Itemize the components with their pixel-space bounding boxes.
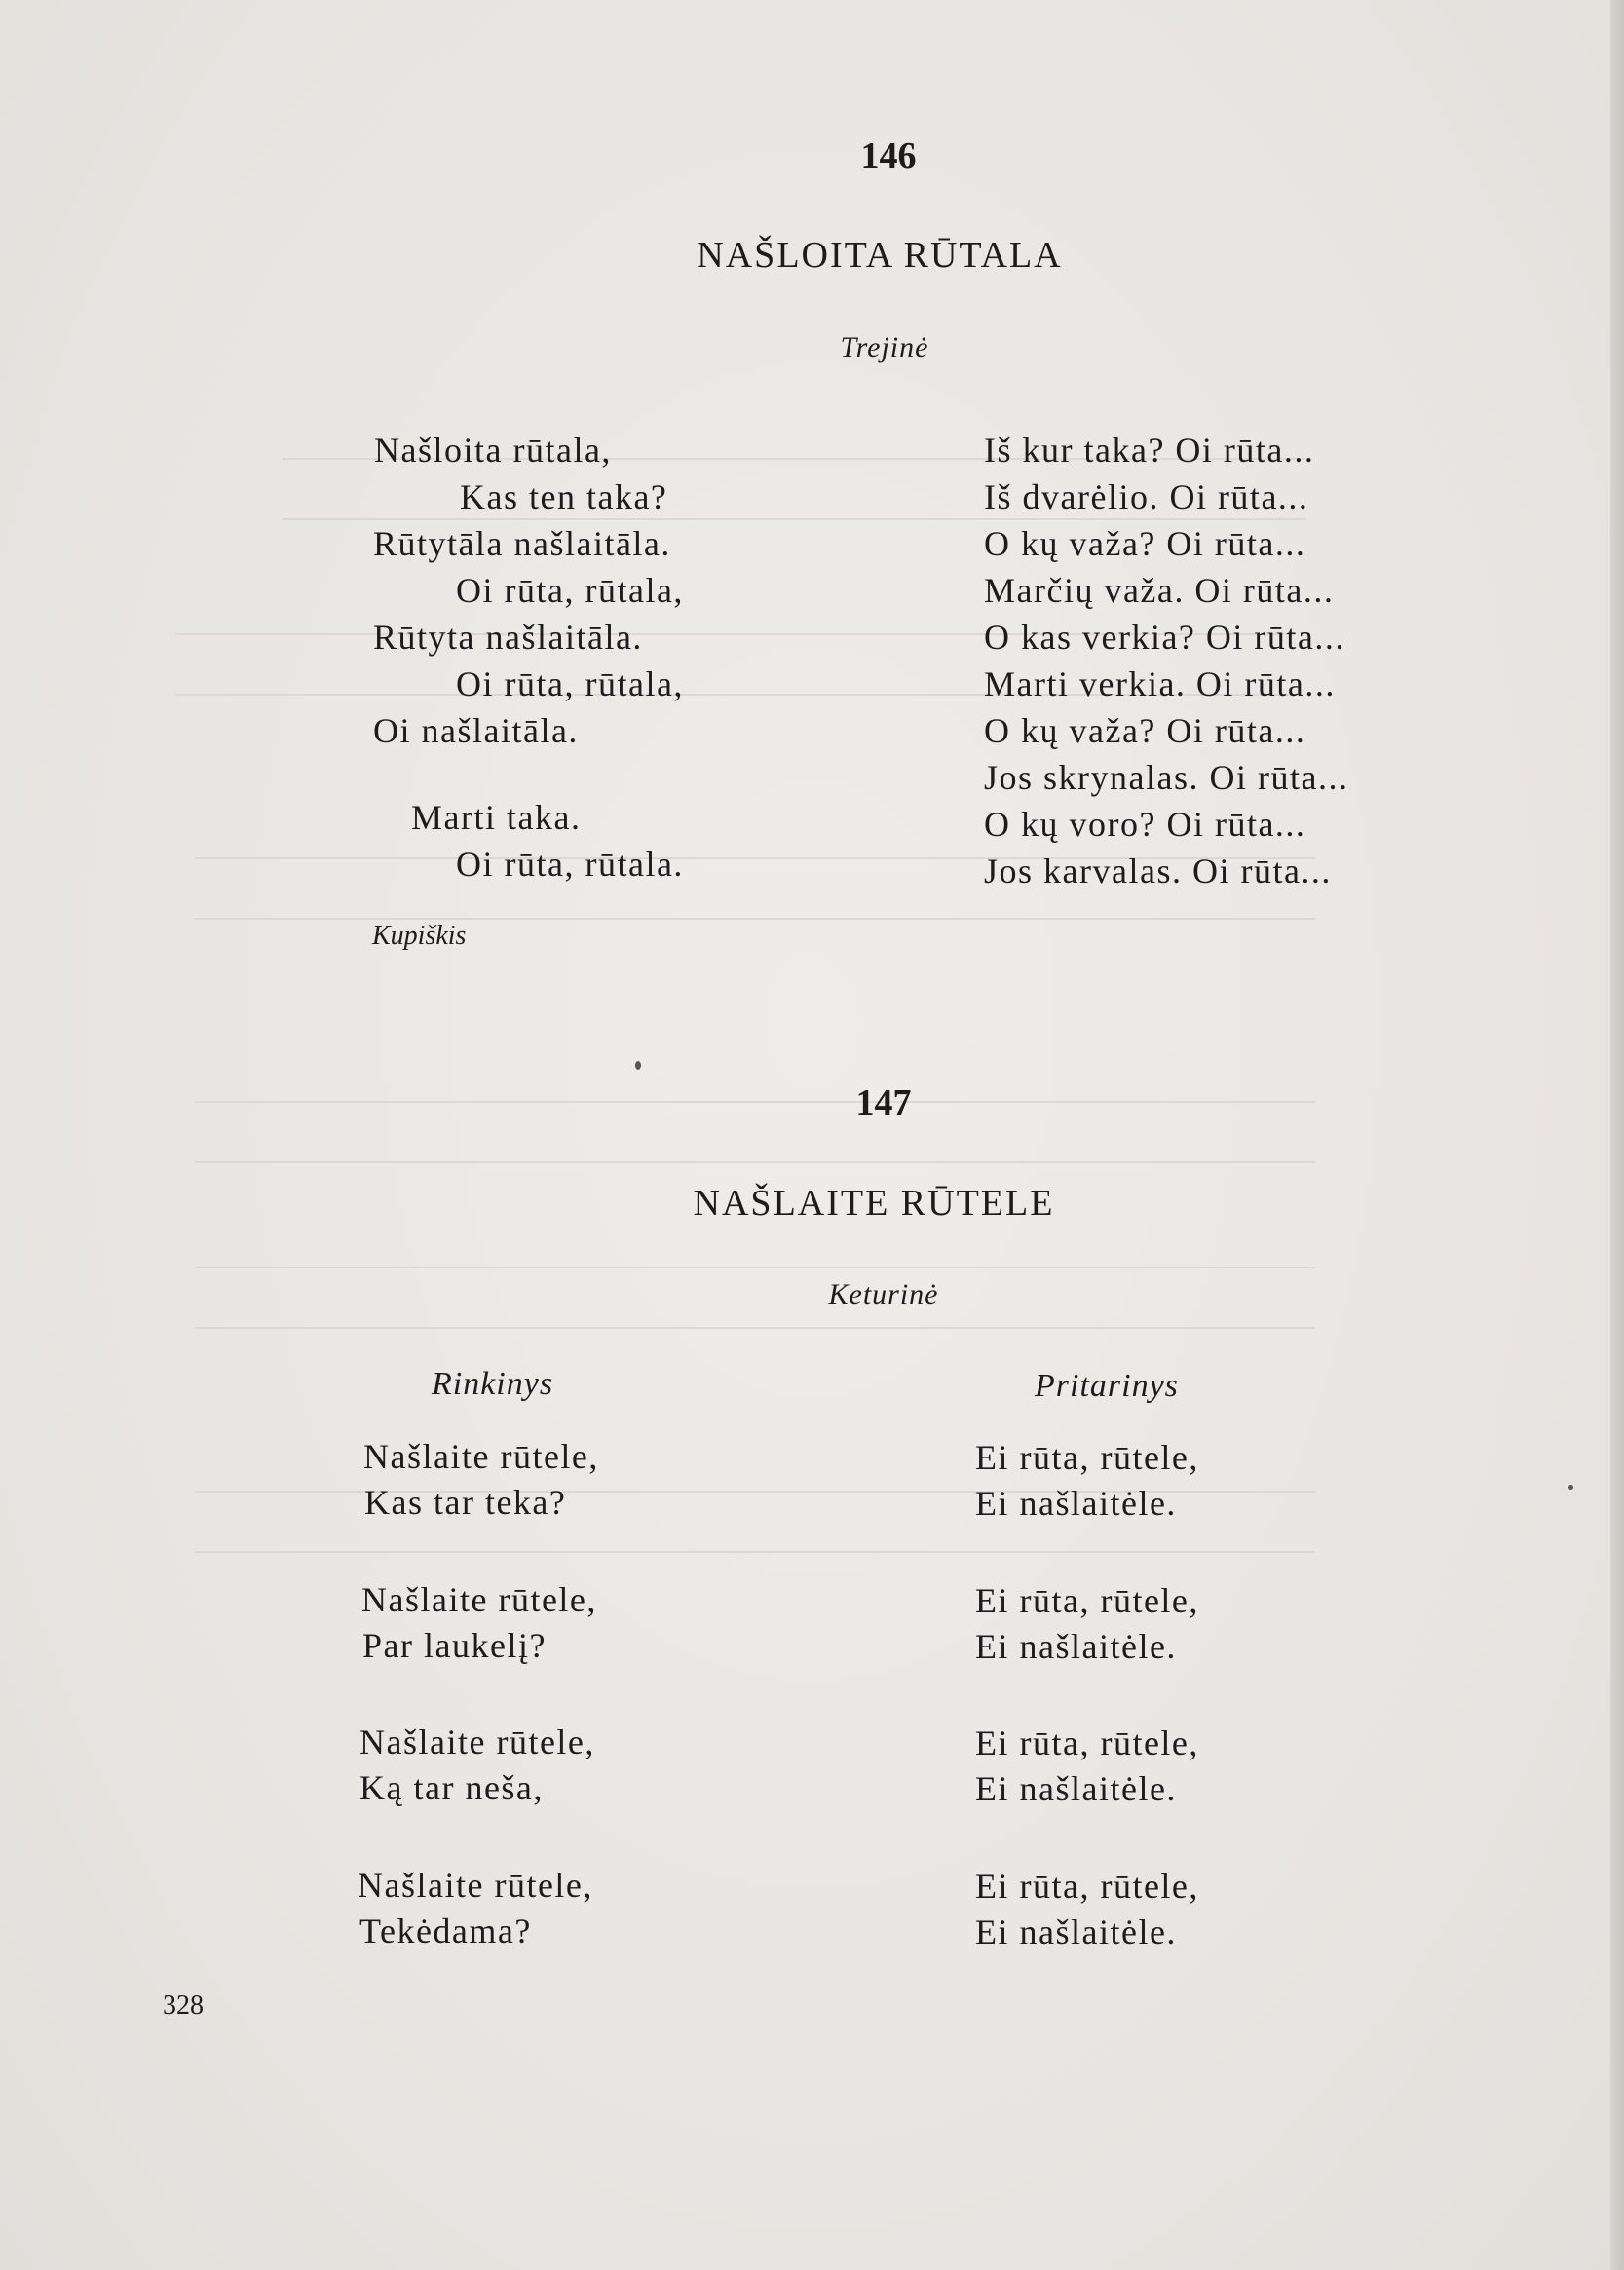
refrain-line: Iš kur taka? Oi rūta... [984,431,1315,470]
paper-speck [1568,1485,1573,1490]
refrain-line: O kų važa? Oi rūta... [984,524,1306,563]
verse-line: Oi rūta, rūtala, [456,664,684,703]
paper-speck [635,1061,641,1070]
verse-line: Našlaite rūtele, [358,1866,593,1905]
place-of-origin: Kupiškis [372,921,467,951]
page-edge-shadow [1610,0,1624,2270]
refrain-line: Marčių važa. Oi rūta... [984,571,1335,610]
column-heading-pritarinys: Pritarinys [1035,1368,1179,1404]
verse-line: Par laukelį? [362,1626,547,1665]
verse-line: Rūtytāla našlaitāla. [373,524,671,563]
verse-line: Kas ten taka? [460,477,668,516]
refrain-line: Ei našlaitėle. [975,1912,1177,1951]
refrain-line: Ei našlaitėle. [975,1769,1177,1808]
refrain-line: Ei rūta, rūtele, [975,1867,1199,1906]
verse-line: Našlaite rūtele, [361,1580,597,1619]
refrain-line: Marti verkia. Oi rūta... [984,664,1336,703]
verse-line: Našlaite rūtele, [363,1437,599,1476]
verse-line: Marti taka. [411,798,582,837]
verse-line: Ką tar neša, [359,1768,544,1807]
refrain-line: Jos karvalas. Oi rūta... [984,851,1332,890]
refrain-line: Ei rūta, rūtele, [975,1723,1199,1762]
song-title-146: NAŠLOITA RŪTALA [697,235,1063,276]
bleed-through-staff [195,1101,1315,1163]
column-heading-rinkinys: Rinkinys [432,1366,554,1402]
refrain-line: O kų važa? Oi rūta... [984,711,1306,750]
song-subtitle-147: Keturinė [828,1278,939,1310]
refrain-line: Jos skrynalas. Oi rūta... [984,758,1349,797]
refrain-line: Ei rūta, rūtele, [975,1581,1199,1620]
verse-line: Našloita rūtala, [374,431,612,470]
verse-line: Rūtyta našlaitāla. [373,618,643,657]
song-subtitle-146: Trejinė [840,331,929,363]
refrain-line: Ei našlaitėle. [975,1484,1177,1523]
verse-line: Oi rūta, rūtala. [456,845,684,884]
verse-line: Kas tar teka? [364,1483,567,1522]
verse-line: Tekėdama? [359,1911,532,1950]
page-number: 328 [163,1990,204,2021]
song-number-147: 147 [855,1082,912,1123]
song-title-147: NAŠLAITE RŪTELE [693,1183,1055,1224]
refrain-line: O kų voro? Oi rūta... [984,805,1306,844]
refrain-line: Ei rūta, rūtele, [975,1438,1199,1477]
verse-line: Oi našlaitāla. [373,711,579,750]
refrain-line: Ei našlaitėle. [975,1627,1177,1666]
verse-line: Našlaite rūtele, [359,1722,595,1761]
refrain-line: Iš dvarėlio. Oi rūta... [984,477,1309,516]
verse-line: Oi rūta, rūtala, [456,571,684,610]
song-number-146: 146 [860,135,917,176]
refrain-line: O kas verkia? Oi rūta... [984,618,1345,657]
